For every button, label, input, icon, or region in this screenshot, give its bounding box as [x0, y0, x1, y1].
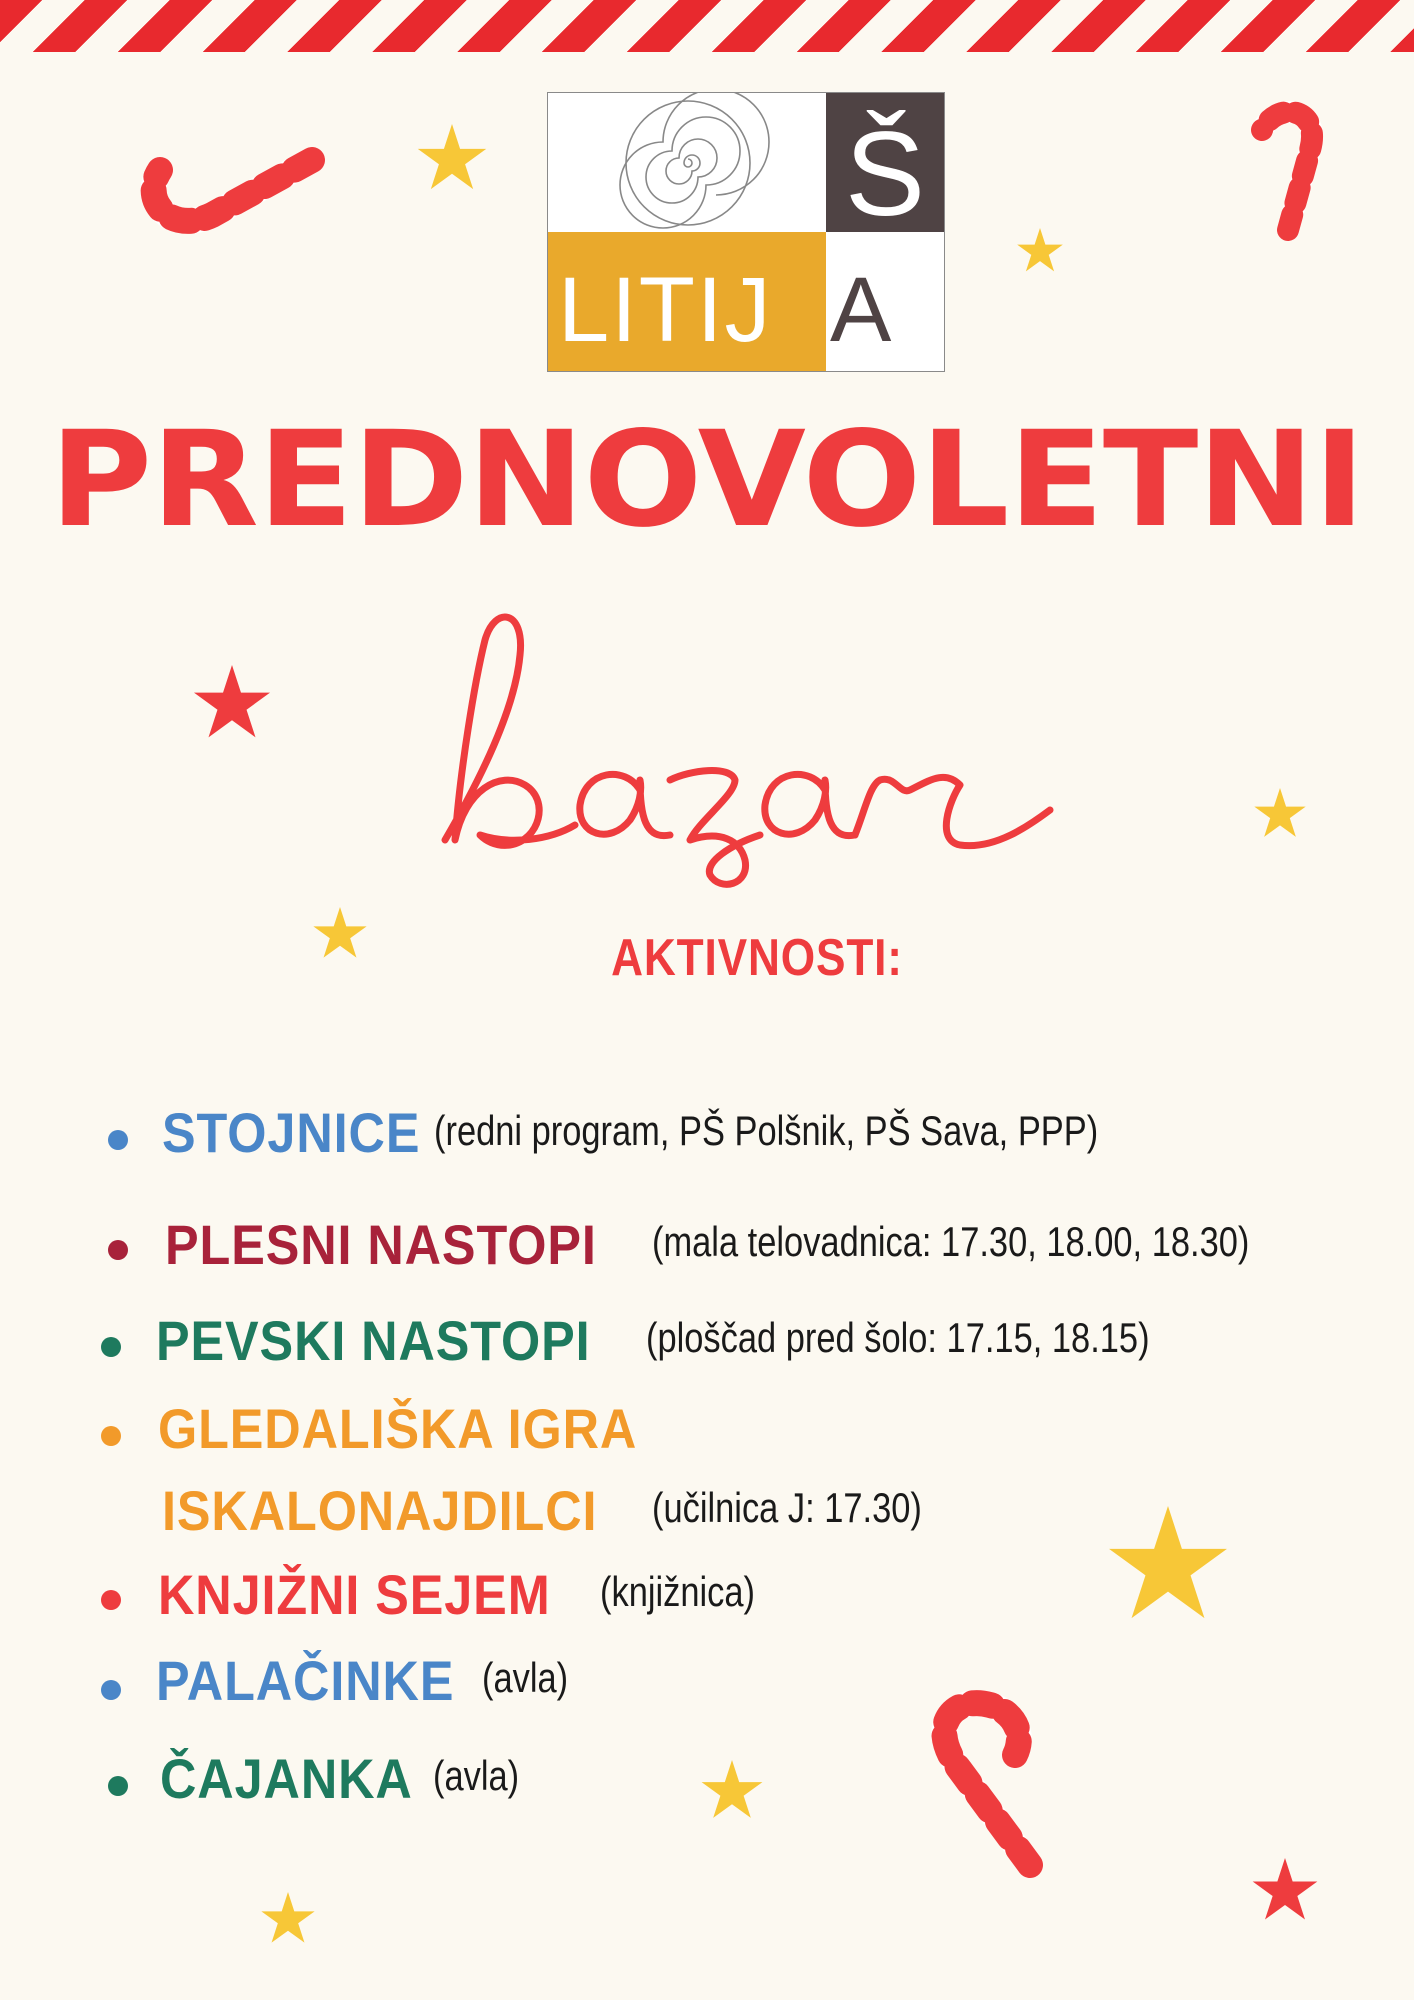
activity-note: (avla) — [433, 1752, 520, 1799]
activity-label: GLEDALIŠKA IGRA — [158, 1397, 638, 1460]
bullet-icon — [101, 1426, 121, 1446]
activity-label: PEVSKI NASTOPI — [156, 1309, 591, 1372]
page-title: PREDNOVOLETNI — [49, 403, 1365, 557]
logo-letter: Š — [844, 107, 926, 241]
logo-text-last: A — [830, 259, 892, 361]
activity-note: (avla) — [482, 1654, 569, 1701]
activity-note: (redni program, PŠ Polšnik, PŠ Sava, PPP) — [434, 1107, 1099, 1154]
activity-label: PALAČINKE — [156, 1649, 455, 1712]
bullet-icon — [101, 1590, 121, 1610]
activities-heading: AKTIVNOSTI: — [611, 929, 903, 987]
bazar-text: bazar — [440, 600, 443, 601]
activity-note: (knjižnica) — [600, 1568, 756, 1615]
activity-note: (ploščad pred šolo: 17.15, 18.15) — [646, 1314, 1150, 1361]
activity-label: ČAJANKA — [160, 1747, 413, 1810]
activity-note: (učilnica J: 17.30) — [652, 1484, 922, 1531]
bullet-icon — [108, 1130, 128, 1150]
logo-text-main: LITIJ — [558, 259, 773, 361]
activity-label: STOJNICE — [162, 1101, 421, 1164]
activity-label: KNJIŽNI SEJEM — [158, 1563, 551, 1626]
bullet-icon — [101, 1680, 121, 1700]
bullet-icon — [108, 1776, 128, 1796]
bullet-icon — [108, 1240, 128, 1260]
bullet-icon — [101, 1337, 121, 1357]
activity-label-line2: ISKALONAJDILCI — [162, 1479, 598, 1542]
activity-label: PLESNI NASTOPI — [165, 1213, 597, 1276]
activity-note: (mala telovadnica: 17.30, 18.00, 18.30) — [652, 1218, 1250, 1265]
